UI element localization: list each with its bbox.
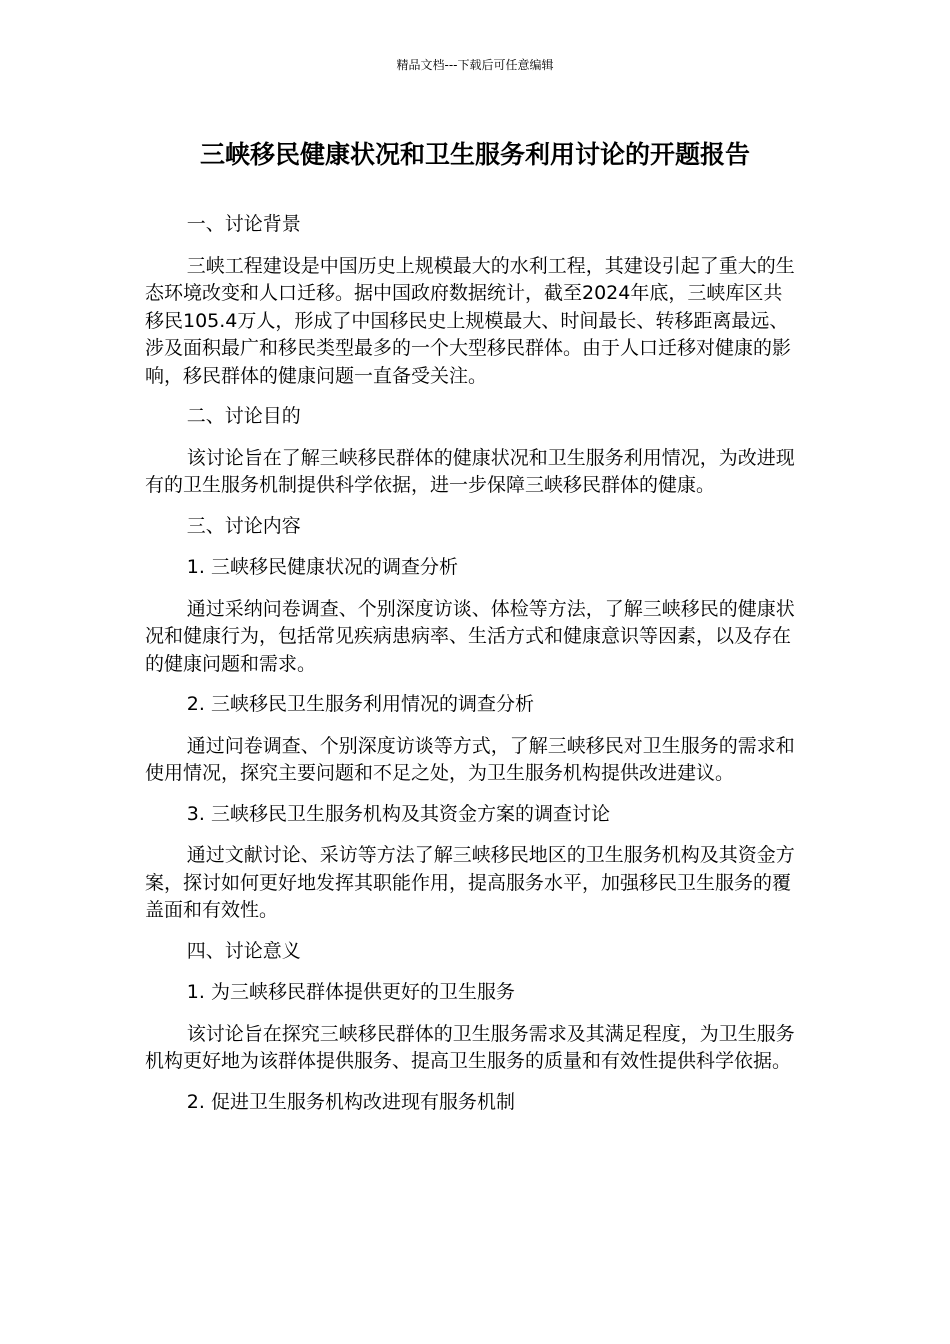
- paragraph-institution-study: 通过文献讨论、采访等方法了解三峡移民地区的卫生服务机构及其资金方案，探讨如何更好地发挥其职能作用，提高服务水平，加强移民卫生服务的覆盖面和有效性。: [145, 844, 795, 921]
- document-body: [145, 211, 795, 1130]
- subheading-institution-study: 3. 三峡移民卫生服务机构及其资金方案的调查讨论: [186, 802, 610, 825]
- paragraph-better-service: 该讨论旨在探究三峡移民群体的卫生服务需求及其满足程度，为卫生服务机构更好地为该群体提供服务、提高卫生服务的质量和有效性提供科学依据。: [145, 1022, 795, 1072]
- subheading-improve-mechanism: 2. 促进卫生服务机构改进现有服务机制: [186, 1090, 515, 1113]
- paragraph-service-survey: 通过问卷调查、个别深度访谈等方式，了解三峡移民对卫生服务的需求和使用情况，探究主要问题和不足之处，为卫生服务机构提供改进建议。: [145, 734, 795, 784]
- paragraph-health-survey: 通过采纳问卷调查、个别深度访谈、体检等方法，了解三峡移民的健康状况和健康行为，包括常见疾病患病率、生活方式和健康意识等因素，以及存在的健康问题和需求。: [145, 597, 795, 675]
- paragraph-background: 三峡工程建设是中国历史上规模最大的水利工程，其建设引起了重大的生态环境改变和人口迁移。据中国政府数据统计，截至2024年底，三峡库区共移民105.4万人，形成了中国移民史上规模最大、时间最长、转移距离最远、涉及面积最广和移民类型最多的一个大型移民群体。由于人口迁移对健康的影响，移民群体的健康问题一直备受关注。: [145, 254, 795, 387]
- document-title: 三峡移民健康状况和卫生服务利用讨论的开题报告: [199, 140, 750, 169]
- section-heading-background: 一、讨论背景: [186, 213, 301, 235]
- subheading-service-survey: 2. 三峡移民卫生服务利用情况的调查分析: [186, 693, 534, 715]
- subheading-health-survey: 1. 三峡移民健康状况的调查分析: [186, 556, 458, 578]
- subheading-better-service: 1. 为三峡移民群体提供更好的卫生服务: [186, 981, 515, 1003]
- section-heading-content: 三、讨论内容: [186, 514, 301, 537]
- section-heading-purpose: 二、讨论目的: [186, 405, 301, 427]
- section-heading-significance: 四、讨论意义: [186, 939, 301, 962]
- header-note: 精品文档---下载后可任意编辑: [396, 58, 554, 72]
- paragraph-purpose: 该讨论旨在了解三峡移民群体的健康状况和卫生服务利用情况，为改进现有的卫生服务机制提供科学依据，进一步保障三峡移民群体的健康。: [145, 446, 795, 496]
